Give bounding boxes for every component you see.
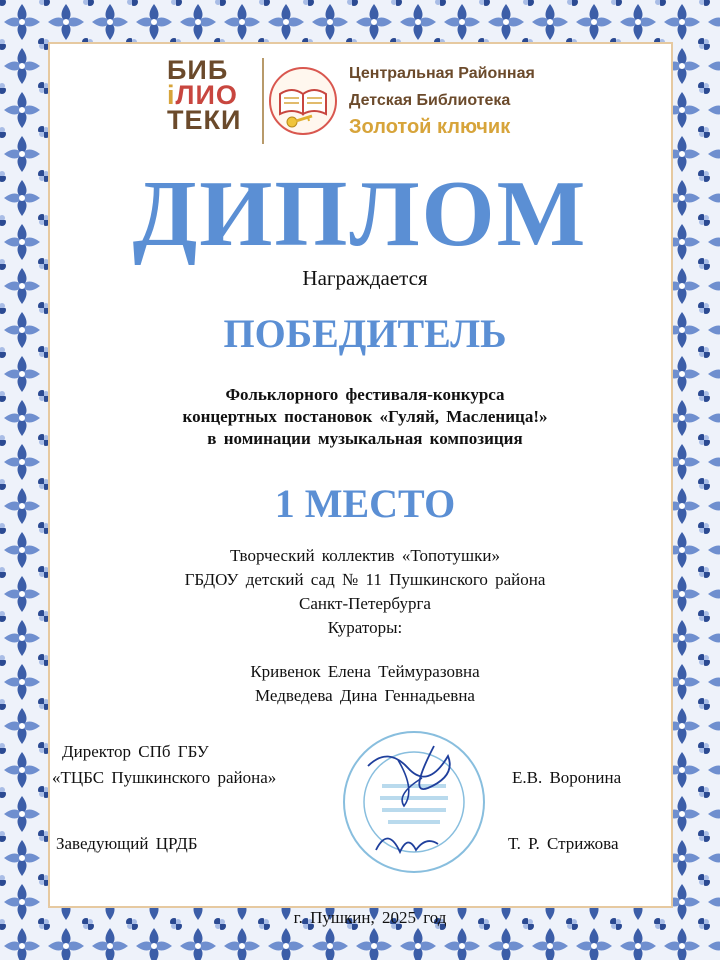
- place-heading: 1 МЕСТО: [274, 481, 456, 526]
- golden-key-book-icon: [268, 66, 338, 136]
- team-line: Творческий коллектив «Топотушки»: [230, 546, 500, 565]
- biblioteki-logo: [167, 55, 257, 138]
- logo-i-mark: i: [167, 80, 176, 110]
- director-title-line-1: Директор СПб ГБУ: [62, 742, 209, 761]
- library-name-line-1: Центральная Районная: [349, 65, 535, 82]
- library-name-line-3: Золотой ключик: [349, 116, 511, 138]
- event-line: концертных постановок «Гуляй, Масленица!»: [182, 407, 548, 426]
- curator-name: Медведева Дина Геннадьевна: [255, 686, 475, 705]
- city-year: г. Пушкин, 2025 год: [293, 908, 447, 927]
- official-stamp-icon: [338, 726, 490, 878]
- curators-label: Кураторы:: [327, 618, 403, 637]
- team-details: [0, 544, 720, 640]
- curator-name: Кривенок Елена Теймуразовна: [250, 662, 480, 681]
- winner-heading: ПОБЕДИТЕЛЬ: [223, 311, 507, 356]
- logo-line-1: БИБ: [167, 55, 229, 85]
- director-title-line-2: «ТЦБС Пушкинского района»: [52, 768, 277, 787]
- library-name-line-2: Детская Библиотека: [349, 92, 511, 109]
- logo-line-2: iЛИО: [167, 80, 238, 110]
- logo-line-3: ТЕКИ: [167, 105, 242, 135]
- director-name: Е.В. Воронина: [512, 768, 622, 787]
- head-name: Т. Р. Стрижова: [508, 834, 619, 853]
- head-title: Заведующий ЦРДБ: [56, 834, 198, 853]
- event-line: в номинации музыкальная композиция: [207, 429, 523, 448]
- awarded-label: Награждается: [302, 266, 428, 290]
- curators-list: [0, 660, 720, 708]
- logo-divider: [262, 58, 264, 144]
- library-name: [349, 60, 579, 141]
- diploma-title: ДИПЛОМ: [132, 162, 588, 266]
- team-line: Санкт-Петербурга: [299, 594, 431, 613]
- event-line: Фольклорного фестиваля-конкурса: [225, 385, 505, 404]
- team-line: ГБДОУ детский сад № 11 Пушкинского района: [184, 570, 546, 589]
- event-description: [0, 384, 720, 450]
